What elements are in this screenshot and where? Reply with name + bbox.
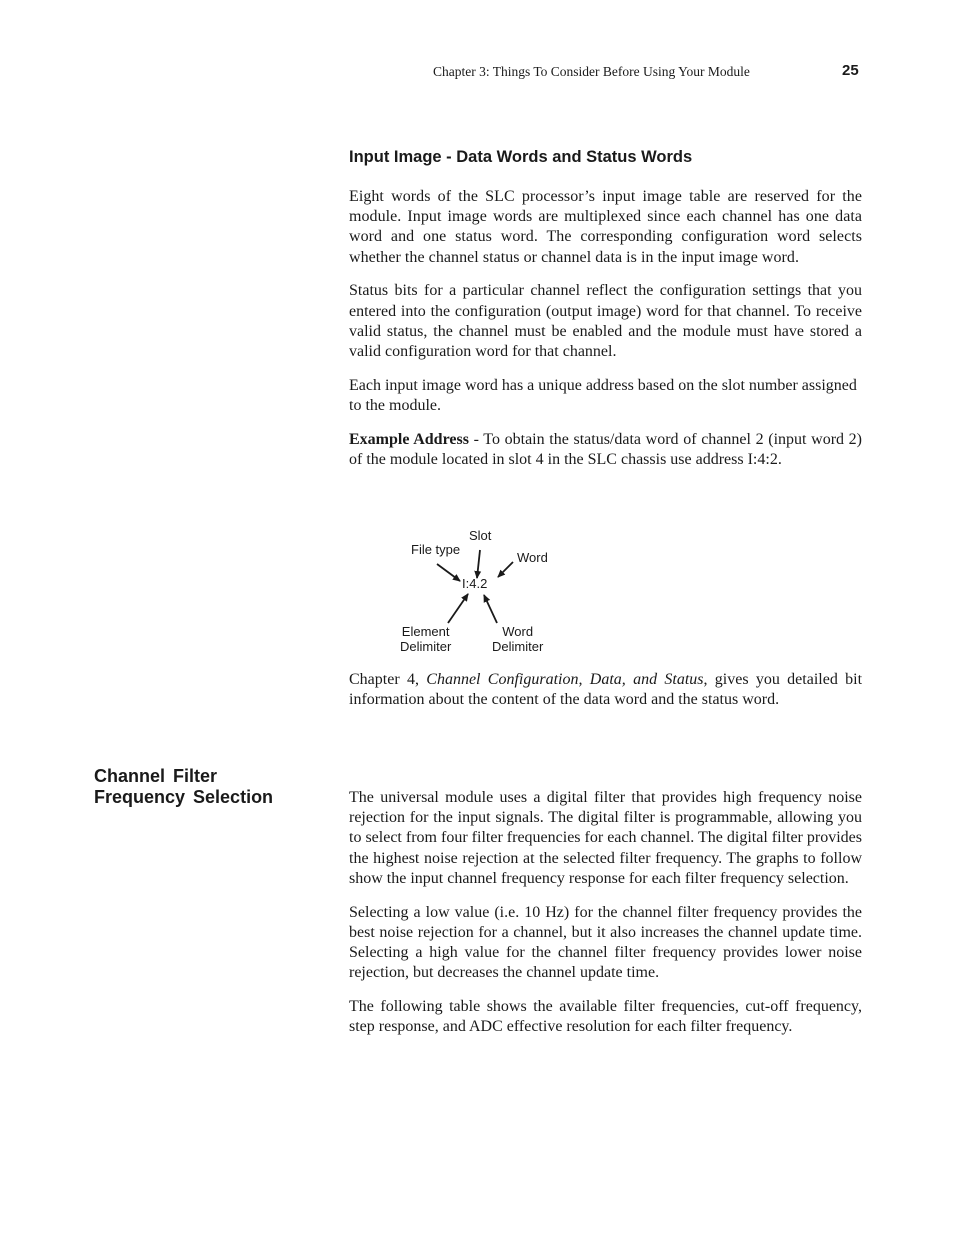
section-heading-input-image: Input Image - Data Words and Status Words: [349, 148, 693, 166]
slot-label: Slot: [469, 528, 492, 543]
section2-body: [349, 788, 862, 1051]
element-delimiter-line1: Element: [401, 624, 450, 639]
example-label: Example Address: [349, 430, 469, 448]
slot-arrow: [477, 550, 480, 578]
paragraph: Status bits for a particular channel reflect the configuration settings that you entered into the configuration (output image) word for that channel. To receive valid status, the channel must be enabled and the module must have stored a valid configuration word for that channel.: [349, 282, 862, 360]
file-type-arrow: [437, 564, 460, 581]
paragraph: The universal module uses a digital filter that provides high frequency noise rejection for the input signals. The digital filter is programmable, allowing you to select from four filter frequencies for each channel. The digital filter provides the highest noise rejection at the selected filter frequency. The graphs to follow show the input channel frequency response for each filter frequency selection.: [349, 789, 862, 887]
chapter-reference-block: [349, 670, 862, 724]
section1-body: [349, 187, 862, 483]
word-label: Word: [517, 550, 548, 565]
example-text: - To obtain the status/data word of channel 2 (input word 2) of the module located in slot 4 in the SLC chassis use address I:4:2.: [349, 430, 863, 468]
paragraph: The following table shows the available filter frequencies, cut-off frequency, step response, and ADC effective resolution for each filter frequency.: [349, 997, 862, 1036]
file-type-label: File type: [411, 542, 461, 557]
address-diagram: [390, 527, 570, 659]
section-heading-channel-filter: [94, 766, 273, 808]
side-heading-line1: Channel Filter: [94, 766, 218, 786]
paragraph: Each input image word has a unique address based on the slot number assigned to the module.: [349, 376, 857, 414]
paragraph: Eight words of the SLC processor’s input image table are reserved for the module. Input image words are multiplexed since each channel has one data word and one status word. The corresponding configuration word selects whether the channel status or channel data is in the input image word.: [349, 188, 862, 266]
side-heading-line2: Frequency Selection: [94, 787, 274, 807]
example-paragraph: [349, 430, 862, 470]
chapter-ref-title: Channel Configuration, Data, and Status: [426, 671, 704, 688]
word-delimiter-label: [492, 625, 543, 654]
address-label: I:4.2: [462, 576, 488, 591]
page-number: 25: [842, 62, 859, 79]
word-arrow: [498, 562, 513, 577]
chapter-ref-prefix: Chapter 4,: [349, 671, 427, 688]
element-delimiter-label: [400, 625, 451, 654]
chapter-ref-suffix: , gives you detailed bit information about the content of the data word and the status word.: [349, 671, 863, 709]
running-header: Chapter 3: Things To Consider Before Using Your Module: [433, 64, 750, 79]
word-delimiter-arrow: [484, 595, 497, 623]
word-delimiter-line2: Delimiter: [492, 638, 544, 654]
word-delimiter-line1: Word: [502, 624, 534, 639]
chapter-reference-paragraph: [349, 670, 862, 710]
paragraph: Selecting a low value (i.e. 10 Hz) for the channel filter frequency provides the best noise rejection for a channel, but it also increases the channel update time. Selecting a high value for the channel filter frequency provides lower noise rejection, but decreases the channel update time.: [349, 903, 862, 982]
element-delimiter-line2: Delimiter: [400, 638, 452, 654]
element-delimiter-arrow: [448, 594, 468, 623]
